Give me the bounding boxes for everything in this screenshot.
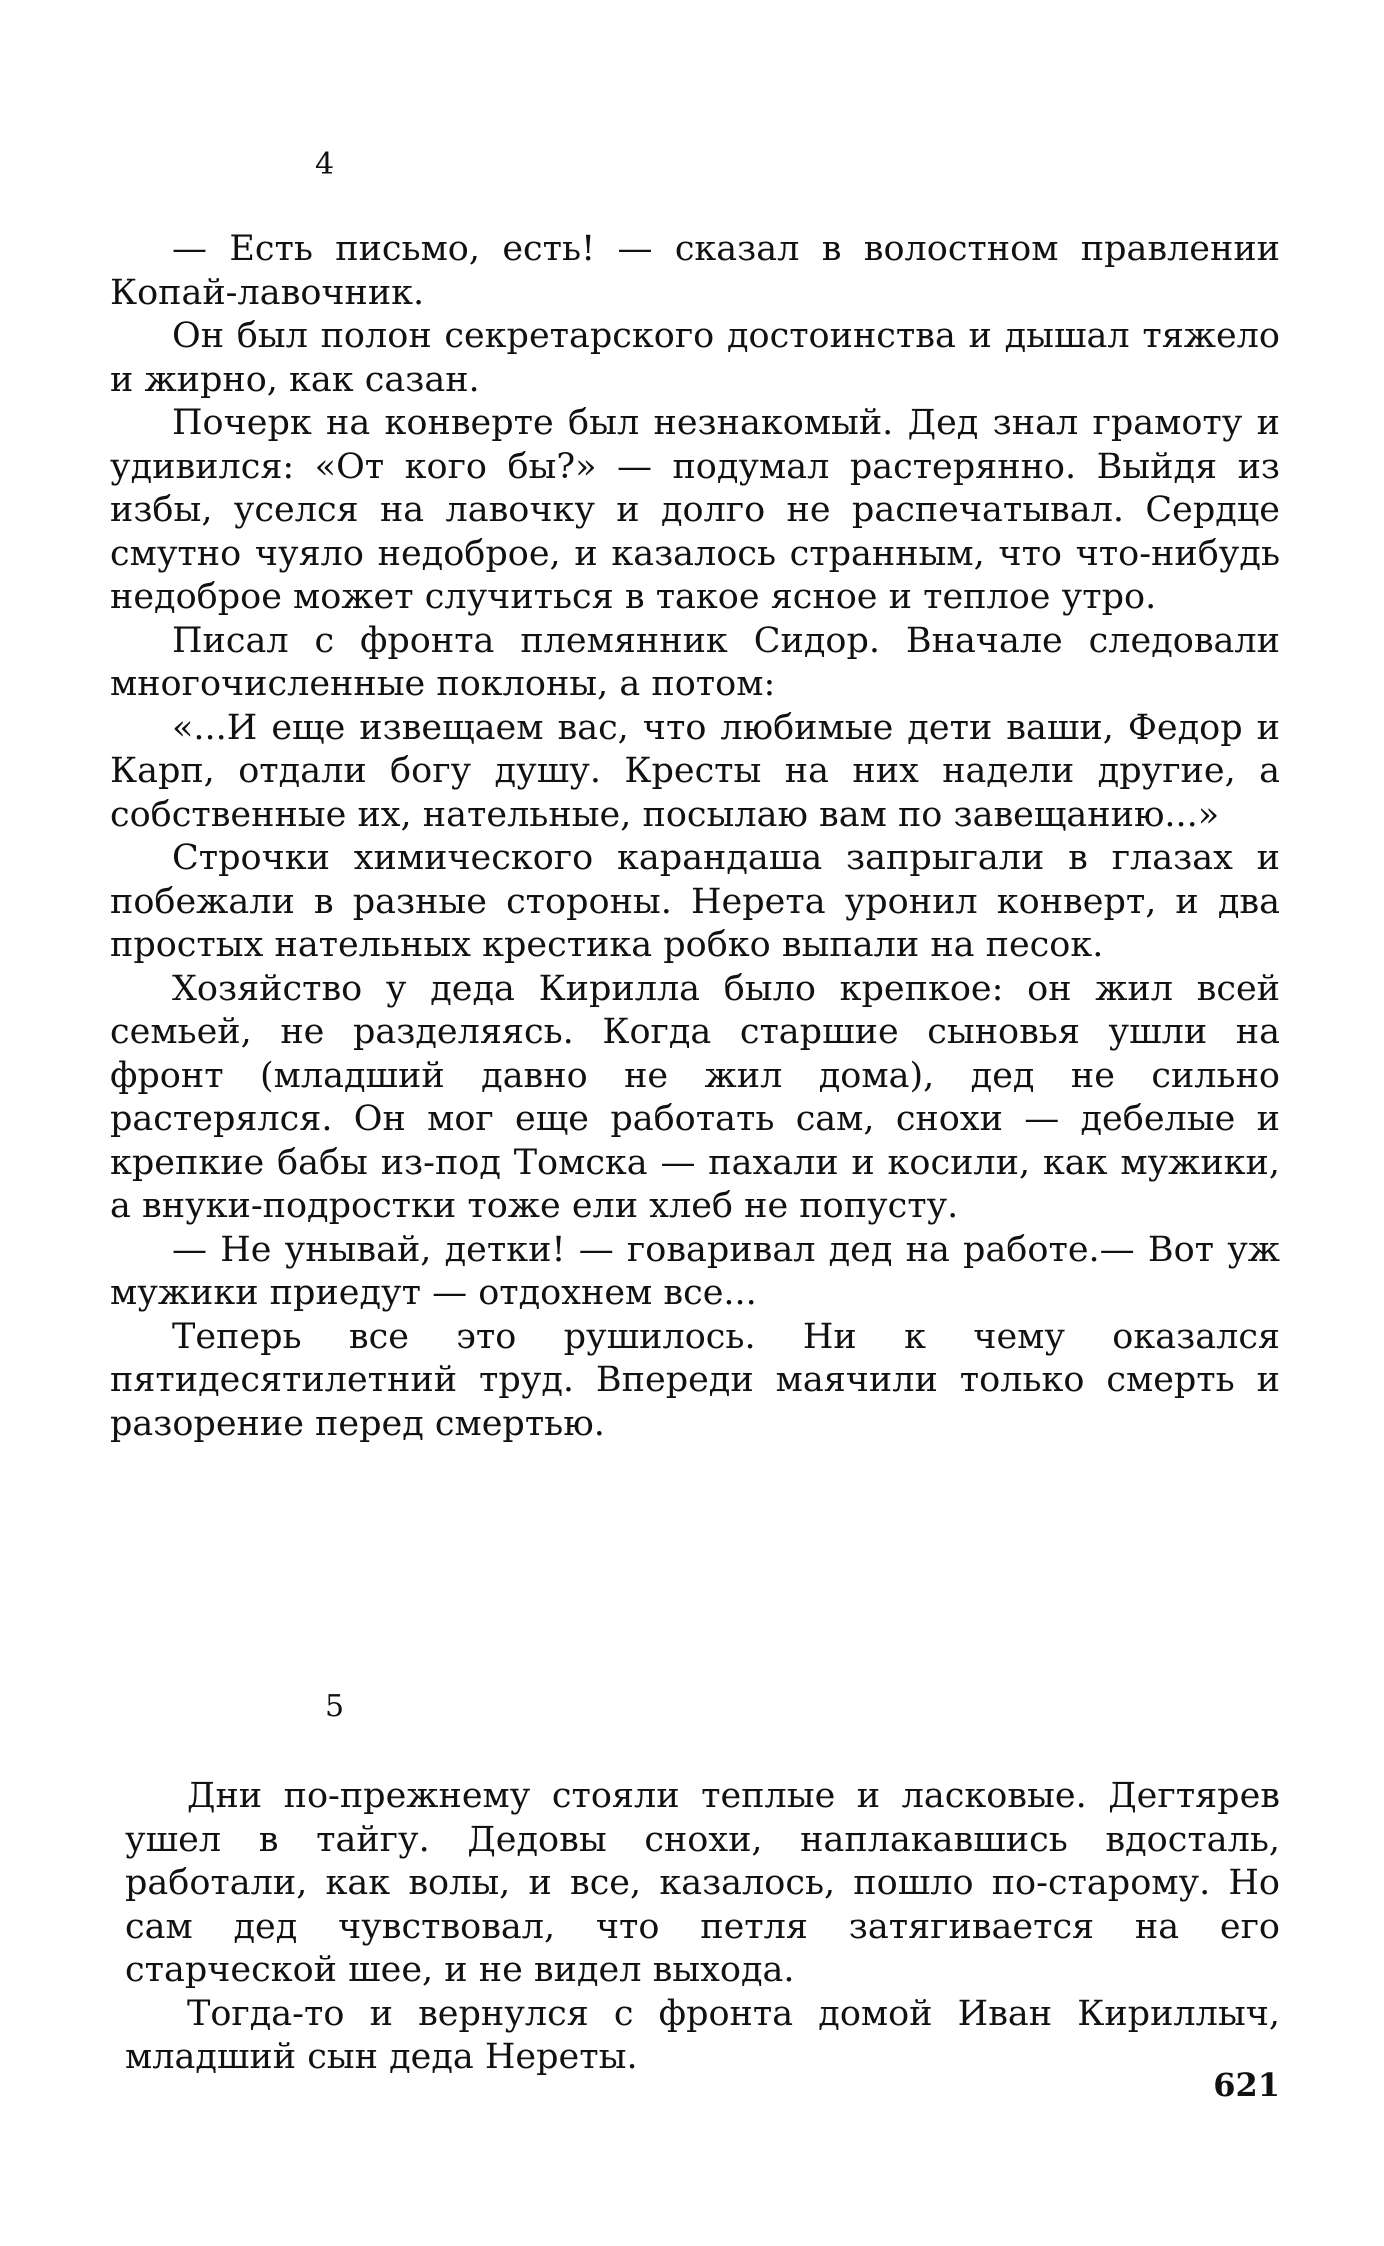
paragraph: — Не унывай, детки! — говаривал дед на работе.— Вот уж мужики приедут — отдохнем все... [110, 1229, 1280, 1313]
paragraph: Тогда-то и вернулся с фронта домой Иван Кириллыч, младший сын деда Нереты. [125, 1993, 1280, 2077]
section-number-4: 4 [315, 147, 335, 182]
paragraph: Он был полон секретарского достоинства и дышал тяжело и жирно, как сазан. [110, 316, 1280, 400]
paragraph: Писал с фронта племянник Сидор. Вначале следовали многочисленные поклоны, а потом: [110, 620, 1280, 704]
paragraph: Теперь все это рушилось. Ни к чему оказался пятидесятилетний труд. Впереди маячили только смерть и разорение перед смертью. [110, 1316, 1280, 1444]
section-4-text [110, 228, 1280, 1446]
paragraph: — Есть письмо, есть! — сказал в волостном правлении Копай-лавочник. [110, 229, 1280, 313]
paragraph: Почерк на конверте был незнакомый. Дед знал грамоту и удивился: «От кого бы?» — подумал растерянно. Выйдя из избы, уселся на лавочку и долго не распечатывал. Сердце смутно чуяло недоброе, и казалось странным, что что-нибудь недоброе может случиться в такое ясное и теплое утро. [110, 403, 1280, 617]
paragraph: Строчки химического карандаша запрыгали в глазах и побежали в разные стороны. Нерета уронил конверт, и два простых нательных крестика робко выпали на песок. [110, 838, 1280, 965]
paragraph: Хозяйство у деда Кирилла было крепкое: он жил всей семьей, не разделяясь. Когда старшие сыновья ушли на фронт (младший давно не жил дома), дед не сильно растерялся. Он мог еще работать сам, снохи — дебелые и крепкие бабы из-под Томска — пахали и косили, как мужики, а внуки-подростки тоже ели хлеб не попусту. [110, 968, 1280, 1226]
paragraph: Дни по-прежнему стояли теплые и ласковые. Дегтярев ушел в тайгу. Дедовы снохи, наплакавшись вдосталь, работали, как волы, и все, казалось, пошло по-старому. Но сам дед чувствовал, что петля затягивается на его старческой шее, и не видел выхода. [125, 1776, 1280, 1990]
section-5-text [125, 1775, 1280, 2080]
page-number: 621 [1213, 2066, 1280, 2104]
letter-quote: «...И еще извещаем вас, что любимые дети ваши, Федор и Карп, отдали богу душу. Кресты на них надели другие, а собственные их, нательные, посылаю вам по завещанию...» [110, 707, 1280, 835]
section-number-5: 5 [325, 1689, 345, 1724]
book-page [110, 0, 1280, 2246]
